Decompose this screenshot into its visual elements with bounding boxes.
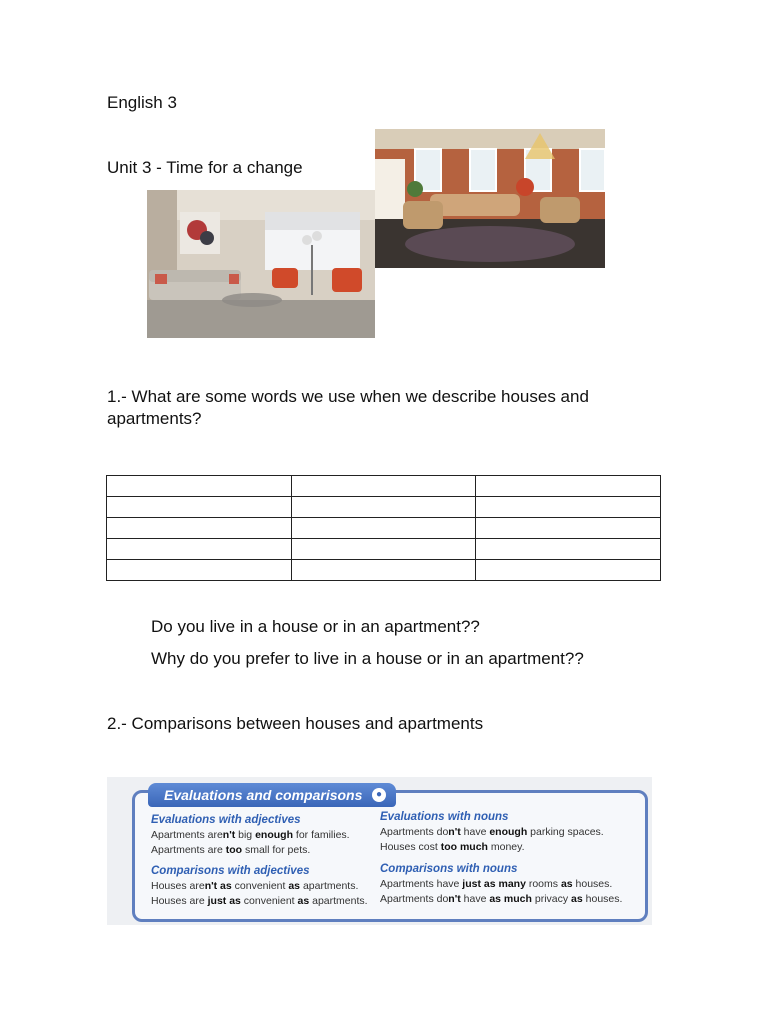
table-cell[interactable] xyxy=(107,560,292,581)
table-row xyxy=(107,560,661,581)
question-1: 1.- What are some words we use when we describe houses and apartments? xyxy=(107,387,589,428)
table-cell[interactable] xyxy=(291,476,476,497)
table-row xyxy=(107,518,661,539)
table-cell[interactable] xyxy=(107,539,292,560)
modern-living-room-image xyxy=(147,190,375,338)
table-cell[interactable] xyxy=(476,560,661,581)
grammar-title-tab xyxy=(148,783,396,807)
table-cell[interactable] xyxy=(291,539,476,560)
grammar-box xyxy=(107,777,652,925)
table-row xyxy=(107,497,661,518)
table-cell[interactable] xyxy=(107,497,292,518)
comp-noun-line-1: Apartments have just as many rooms as houses. xyxy=(380,878,613,890)
vocabulary-table xyxy=(106,475,661,581)
table-cell[interactable] xyxy=(476,476,661,497)
table-row xyxy=(107,539,661,560)
table-cell[interactable] xyxy=(291,560,476,581)
prompt-prefer: Why do you prefer to live in a house or in an apartment?? xyxy=(151,649,584,668)
table-cell[interactable] xyxy=(476,497,661,518)
table-cell[interactable] xyxy=(476,518,661,539)
table-cell[interactable] xyxy=(291,497,476,518)
table-cell[interactable] xyxy=(107,518,292,539)
info-icon: ● xyxy=(372,788,386,802)
comp-adj-line-1: Houses aren't as convenient as apartments. xyxy=(151,880,359,892)
course-title: English 3 xyxy=(107,93,177,112)
table-cell[interactable] xyxy=(107,476,292,497)
grammar-title: Evaluations and comparisons xyxy=(164,787,363,803)
eval-noun-line-1: Apartments don't have enough parking spaces. xyxy=(380,826,604,838)
unit-title: Unit 3 - Time for a change xyxy=(107,158,303,177)
eval-noun-heading: Evaluations with nouns xyxy=(380,811,509,823)
traditional-living-room-image xyxy=(375,129,605,268)
eval-adj-line-1: Apartments aren't big enough for families. xyxy=(151,829,350,841)
prompt-live: Do you live in a house or in an apartment?? xyxy=(151,617,480,636)
table-cell[interactable] xyxy=(291,518,476,539)
eval-noun-line-2: Houses cost too much money. xyxy=(380,841,525,853)
comp-adj-line-2: Houses are just as convenient as apartments. xyxy=(151,895,368,907)
comp-noun-heading: Comparisons with nouns xyxy=(380,863,518,875)
comp-noun-line-2: Apartments don't have as much privacy as houses. xyxy=(380,893,623,905)
question-2: 2.- Comparisons between houses and apartments xyxy=(107,714,484,733)
table-cell[interactable] xyxy=(476,539,661,560)
eval-adj-heading: Evaluations with adjectives xyxy=(151,814,301,826)
eval-adj-line-2: Apartments are too small for pets. xyxy=(151,844,311,856)
comp-adj-heading: Comparisons with adjectives xyxy=(151,865,310,877)
table-row xyxy=(107,476,661,497)
